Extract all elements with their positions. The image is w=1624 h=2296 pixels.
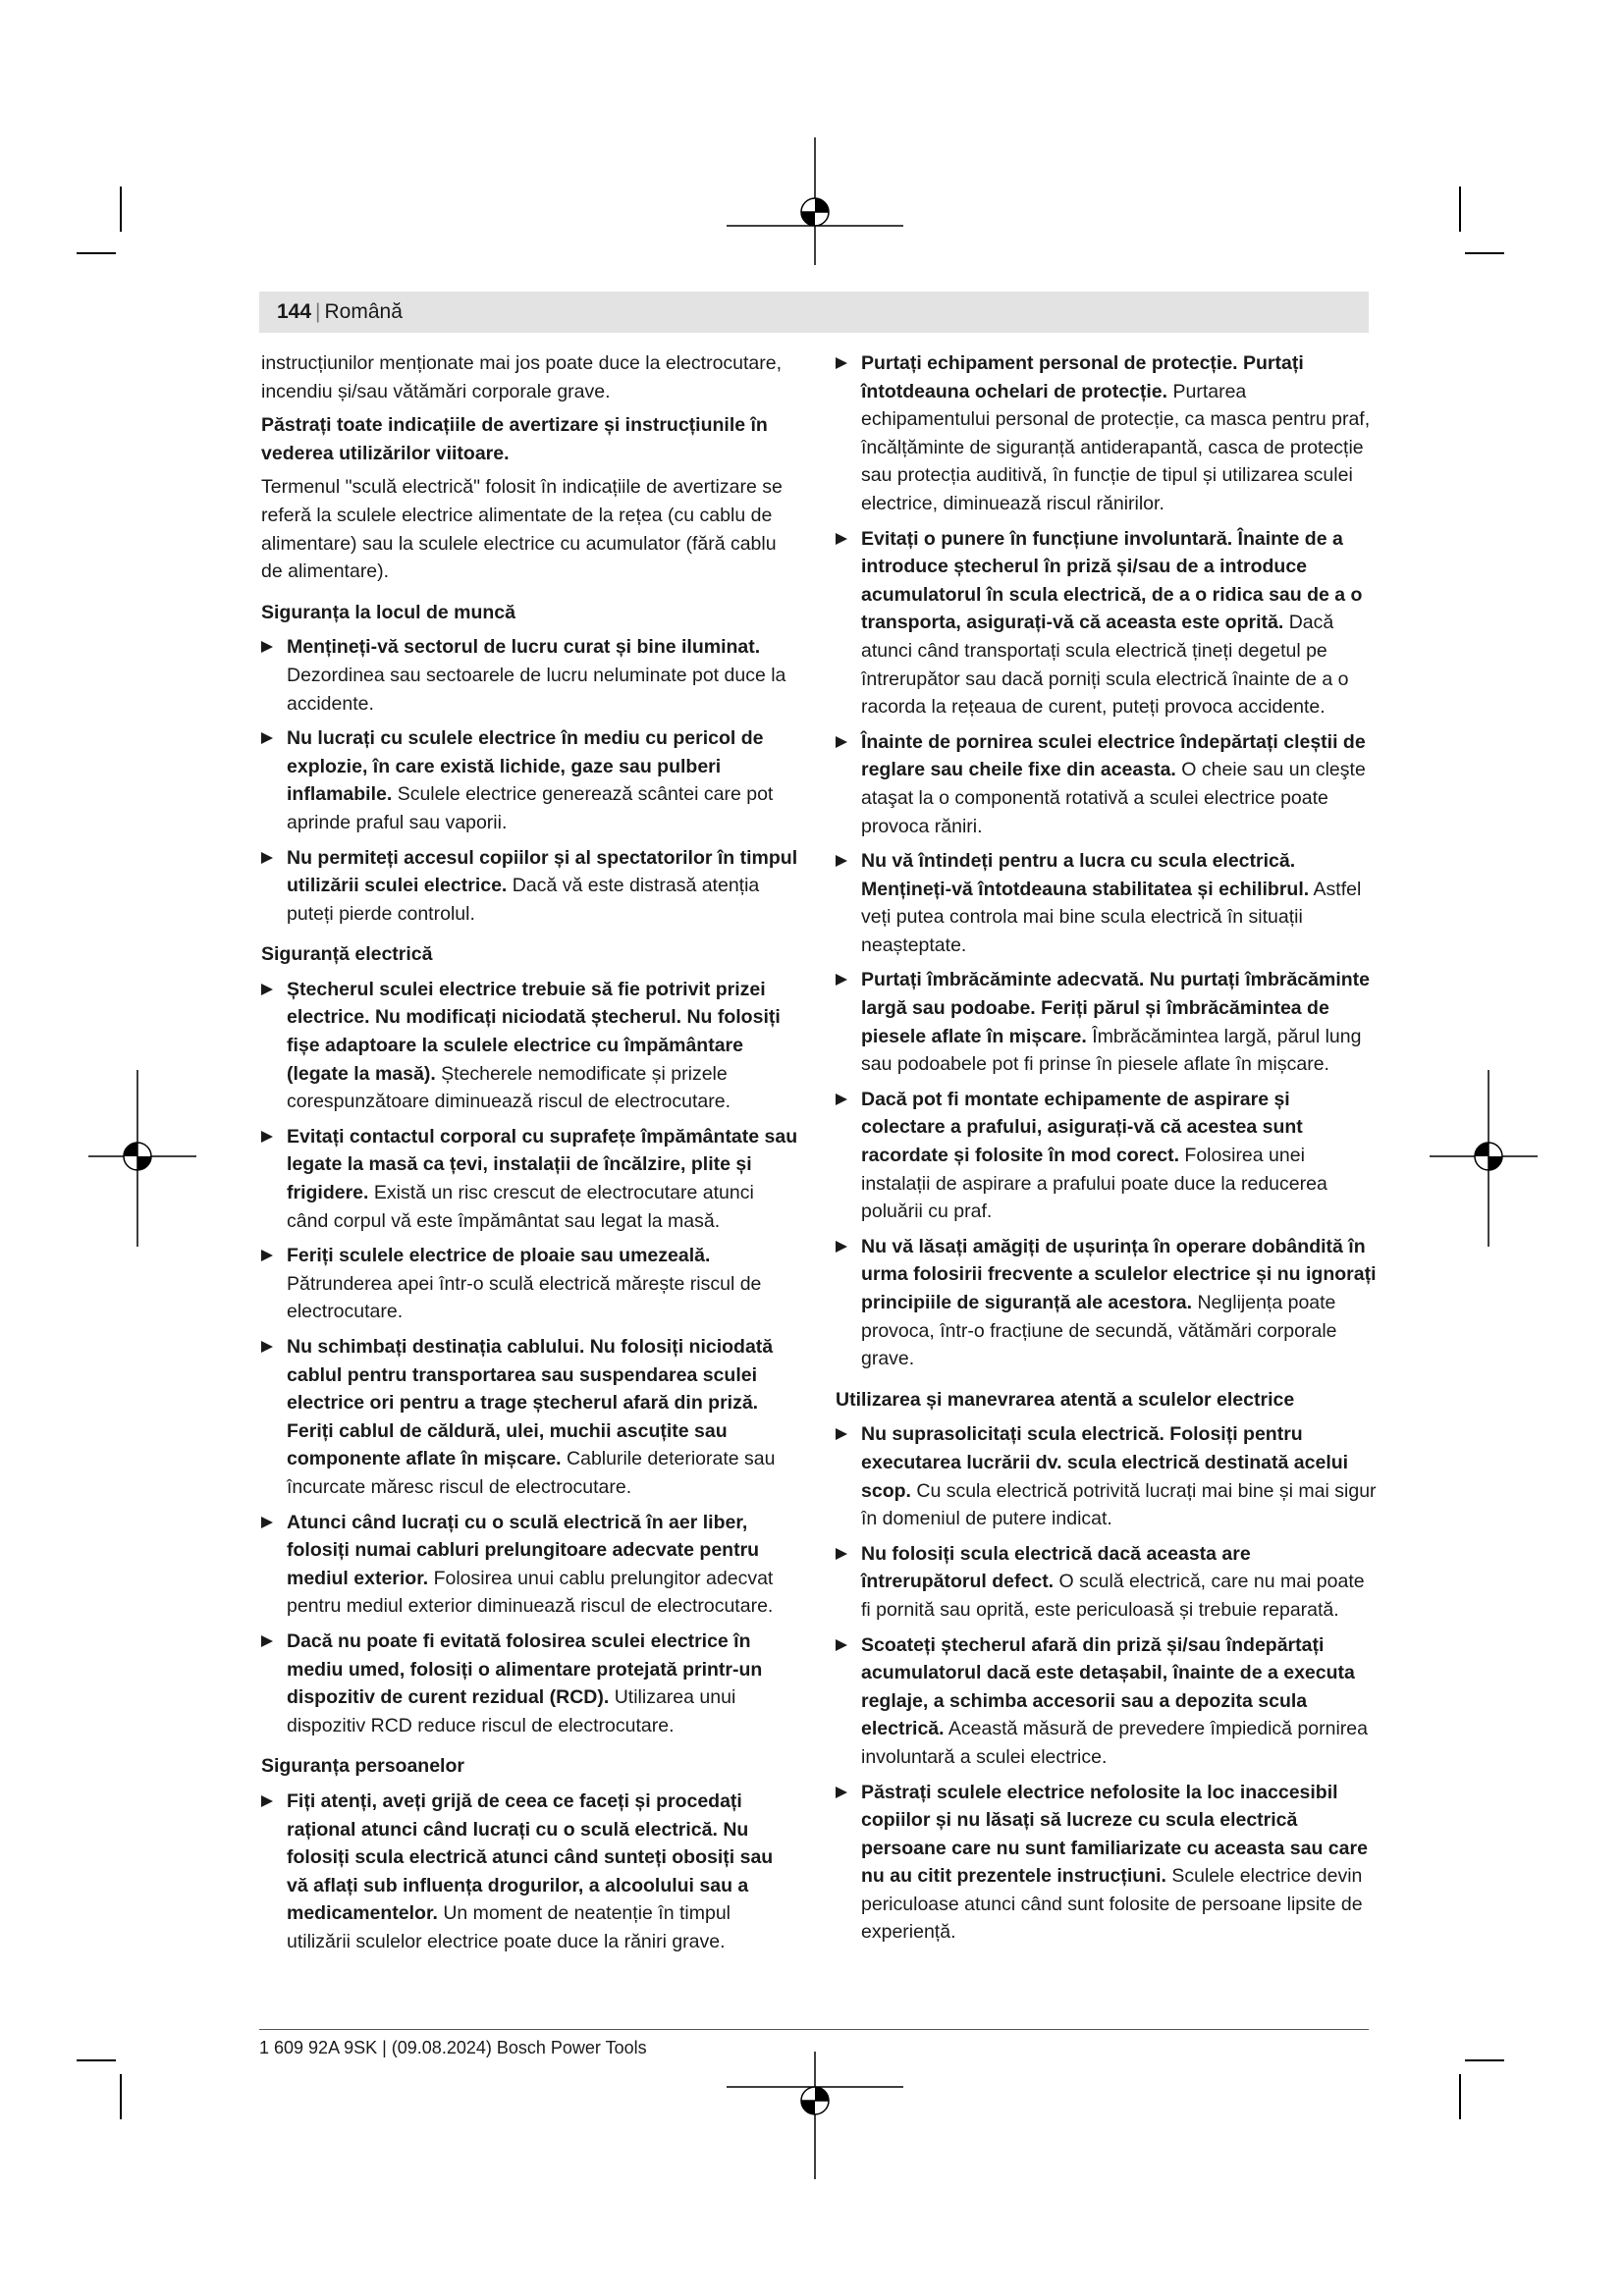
warning-text: O sculă electrică, care nu mai poate fi pornită sau oprită, este periculoasă și trebuie reparată. [861,1571,1365,1621]
crop-mark [120,187,122,232]
bullet-arrow-icon [261,1795,273,1807]
list-item [261,1242,799,1326]
warning-text: Un moment de neatenție în timpul utilizării sculelor electrice poate duce la răniri grave. [287,1902,731,1952]
bullet-arrow-icon [836,855,847,867]
warning-text: Purtarea echipamentului personal de protecție, ca masca pentru praf, încălțăminte de siguranță antiderapantă, casca de protecție sau protecția auditivă, în funcție de tipul și utilizarea sculei electrice, diminuează riscul rănirilor. [861,380,1371,514]
bullet-arrow-icon [261,732,273,744]
warning-bold: Dacă pot fi montate echipamente de aspirare și colectare a prafului, asigurați-vă că acestea sunt racordate și folosite în mod corect. [861,1088,1303,1167]
warning-bold: Nu suprasolicitați scula electrică. Folosiți pentru executarea lucrării dv. scula electrică destinată acelui scop. [861,1423,1349,1502]
warning-text: O cheie sau un cleşte ataşat la o componentă rotativă a sculei electrice poate provoca răniri. [861,759,1366,837]
registration-mark-icon [727,137,903,265]
list-item [836,1233,1378,1373]
bullet-arrow-icon [836,1094,847,1105]
bullet-arrow-icon [836,974,847,986]
bullet-arrow-icon [261,1250,273,1261]
bullet-arrow-icon [836,1241,847,1253]
warning-text: Astfel veți putea controla mai bine scula electrică în situații neașteptate. [861,878,1362,956]
right-column [836,349,1378,1953]
page-footer: 1 609 92A 9SK | (09.08.2024) Bosch Power Tools [259,2038,647,2057]
section-heading-electrical-safety: Siguranță electrică [261,943,433,966]
list-item [261,844,799,929]
left-column [261,349,799,1962]
warning-text: Folosirea unui cablu prelungitor adecvat pentru mediul exterior diminuează riscul de electrocutare. [287,1567,774,1618]
bullet-arrow-icon [836,1639,847,1651]
crop-mark [1459,187,1461,232]
warning-text: Există un risc crescut de electrocutare atunci când corpul vă este împământat sau legat la masă. [287,1182,754,1232]
keep-instructions-notice: Păstrați toate indicațiile de avertizare și instrucțiunile în vederea utilizărilor viitoare. [261,414,768,464]
list-item [836,1420,1378,1532]
crop-mark [77,252,116,254]
list-item [836,847,1378,959]
bullet-arrow-icon [261,1131,273,1143]
bullet-arrow-icon [261,852,273,864]
warning-text: Dezordinea sau sectoarele de lucru neluminate pot duce la accidente. [287,664,786,715]
warning-bold: Nu folosiți scula electrică dacă aceasta are întrerupătorul defect. [861,1542,1251,1593]
bullet-arrow-icon [261,641,273,653]
header-language: Română [324,300,403,323]
warning-text: Sculele electrice devin periculoase atunci când sunt folosite de persoane lipsite de experiență. [861,1865,1363,1944]
page-header-bar [259,292,1369,333]
list-item [836,1779,1378,1948]
list-item [261,1788,799,1956]
page-number: 144 [277,300,312,323]
registration-mark-icon [88,1070,196,1247]
registration-mark-icon [1430,1070,1538,1247]
section-heading-personal-safety: Siguranța persoanelor [261,1755,464,1778]
list-item [261,1123,799,1235]
warning-text: Dacă atunci când transportați scula electrică țineți degetul pe întrerupător sau dacă porniți scula electrică înainte de a o racorda la rețeaua de curent, puteți provoca accidente. [861,612,1349,719]
warning-bold: Păstrați sculele electrice nefolosite la loc inaccesibil copiilor și nu lăsați să lucreze cu scula electrică persoane care nu sunt familiarizate cu aceasta sau care nu au citit prezentele instrucțiuni. [861,1781,1368,1888]
crop-mark [1465,252,1504,254]
warning-bold: Nu schimbați destinația cablului. Nu folosiți niciodată cablul pentru transportarea sau suspendarea sculei electrice ori pentru a trage ștecherul afară din priză. Feriți cablul de căldură, ulei, muchii ascuțite sau componente aflate în mișcare. [287,1336,774,1470]
list-item [836,1540,1378,1625]
bullet-arrow-icon [836,533,847,545]
header-separator: | [315,300,321,323]
warning-text: Îmbrăcămintea largă, părul lung sau podoabele pot fi prinse în piesele aflate în mișcare. [861,1025,1362,1076]
warning-bold: Nu vă lăsați amăgiți de ușurința în operare dobândită în urma folosirii frecvente a sculelor electrice și nu ignorați principiile de siguranță ale acestora. [861,1235,1377,1313]
list-item [836,1631,1378,1772]
warning-bold: Nu vă întindeți pentru a lucra cu scula electrică. Mențineți-vă întotdeauna stabilitatea și echilibrul. [861,850,1310,900]
warning-bold: Nu permiteți accesul copiilor și al spectatorilor în timpul utilizării sculei electrice. [287,846,798,897]
warning-bold: Purtați echipament personal de protecție. Purtați întotdeauna ochelari de protecție. [861,352,1304,402]
warning-bold: Evitați contactul corporal cu suprafețe împământate sau legate la masă ca țevi, instalații de încălzire, plite și frigidere. [287,1125,798,1204]
list-item [836,1086,1378,1226]
list-item [261,976,799,1116]
warning-bold: Scoateți ștecherul afară din priză și/sau îndepărtați acumulatorul dacă este detașabil, înainte de a executa reglaje, a schimba accesorii sau a depozita scula electrică. [861,1633,1355,1740]
warning-bold: Dacă nu poate fi evitată folosirea sculei electrice în mediu umed, folosiți o alimentare protejată printr-un dispozitiv de curent rezidual (RCD). [287,1629,763,1709]
page-header [277,298,403,326]
warning-bold: Feriți sculele electrice de ploaie sau umezeală. [287,1245,711,1267]
warning-text: Utilizarea unui dispozitiv RCD reduce riscul de electrocutare. [287,1686,736,1736]
warning-bold: Mențineți-vă sectorul de lucru curat și bine iluminat. [287,636,761,659]
bullet-arrow-icon [836,736,847,748]
list-item [261,1333,799,1502]
warning-text: Folosirea unei instalații de aspirare a prafului poate duce la reducerea poluării cu praf. [861,1145,1327,1223]
intro-paragraph: instrucțiunilor menționate mai jos poate duce la electrocutare, incendiu și/sau vătămări corporale grave. [261,352,783,402]
warning-text: Pătrunderea apei într-o sculă electrică mărește riscul de electrocutare. [287,1272,762,1323]
list-item [836,525,1378,721]
warning-text: Sculele electrice generează scântei care pot aprinde praful sau vaporii. [287,783,774,833]
term-definition-paragraph: Termenul "sculă electrică" folosit în indicațiile de avertizare se referă la sculele electrice alimentate de la rețea (cu cablu de alimentare) sau la sculele electrice cu acumulator (fără cablu de alimentare). [261,476,783,583]
crop-mark [77,2059,116,2061]
list-item [261,724,799,836]
crop-mark [1459,2074,1461,2119]
warning-bold: Purtați îmbrăcăminte adecvată. Nu purtați îmbrăcăminte largă sau podoabe. Feriți părul și îmbrăcămintea de piesele aflate în mișcare. [861,969,1370,1047]
bullet-arrow-icon [261,1517,273,1528]
registration-mark-icon [727,2052,903,2179]
list-item [261,633,799,718]
warning-text: Cu scula electrică potrivită lucrați mai bine și mai sigur în domeniul de putere indicat. [861,1479,1377,1530]
warning-bold: Nu lucrați cu sculele electrice în mediu cu pericol de explozie, în care există lichide, gaze sau pulberi inflamabile. [287,727,764,806]
bullet-arrow-icon [836,1787,847,1798]
warning-text: Neglijența poate provoca, într-o fracțiune de secundă, vătămări corporale grave. [861,1292,1337,1370]
section-heading-tool-use: Utilizarea și manevrarea atentă a sculelor electrice [836,1388,1295,1411]
warning-bold: Înainte de pornirea sculei electrice îndepărtați cleștii de reglare sau cheile fixe din aceasta. [861,730,1366,781]
bullet-arrow-icon [836,1548,847,1560]
warning-text: Dacă vă este distrasă atenția puteți pierde controlul. [287,875,760,925]
warning-bold: Ștecherul sculei electrice trebuie să fie potrivit prizei electrice. Nu modificați niciodată ștecherul. Nu folosiți fișe adaptoare la sculele electrice cu împământare (legate la masă). [287,978,781,1085]
warning-text: Ștecherele nemodificate și prizele corespunzătoare diminuează riscul de electrocutare. [287,1062,731,1113]
list-item [836,966,1378,1078]
list-item [836,349,1378,518]
list-item [261,1509,799,1621]
bullet-arrow-icon [836,357,847,369]
warning-bold: Fiți atenți, aveți grijă de ceea ce faceți și procedați rațional atunci când lucrați cu o sculă electrică. Nu folosiți scula electrică atunci când sunteți obosiți sau vă aflați sub influența drogurilor, a alcoolului sau a medicamentelor. [287,1789,774,1925]
crop-mark [120,2074,122,2119]
list-item [261,1628,799,1739]
list-item [836,728,1378,840]
bullet-arrow-icon [261,984,273,995]
section-heading-work-area: Siguranța la locul de muncă [261,601,515,623]
warning-bold: Evitați o punere în funcțiune involuntară. Înainte de a introduce ștecherul în priză și/sau de a introduce acumulatorul în scula electrică, de a o ridica sau de a o transporta, asigurați-vă că aceasta este oprită. [861,527,1363,634]
footer-rule [259,2029,1369,2030]
warning-text: Această măsură de prevedere împiedică pornirea involuntară a sculei electrice. [861,1718,1368,1768]
bullet-arrow-icon [261,1635,273,1647]
bullet-arrow-icon [836,1428,847,1440]
warning-text: Cablurile deteriorate sau încurcate măresc riscul de electrocutare. [287,1448,776,1498]
bullet-arrow-icon [261,1341,273,1353]
crop-mark [1465,2059,1504,2061]
warning-bold: Atunci când lucrați cu o sculă electrică în aer liber, folosiți numai cabluri prelungitoare adecvate pentru mediul exterior. [287,1511,760,1589]
